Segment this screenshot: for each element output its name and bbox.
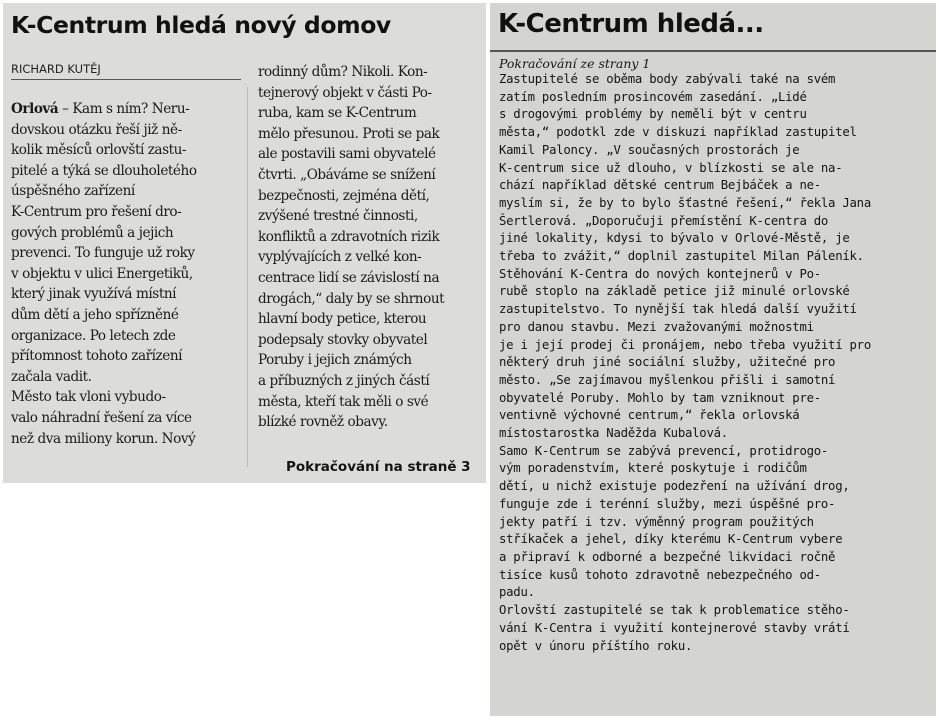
col1-line: prevenci. To funguje už roky	[11, 245, 195, 262]
col1-line: valo náhradní řešení za více	[11, 409, 192, 426]
body-line: jekty patří i tzv. výměnný program použitých	[499, 514, 814, 529]
col1-line: dovskou otázku řeší již ně-	[11, 121, 182, 138]
col2-line: podepsaly stovky obyvatel	[258, 331, 428, 348]
col1-line: začala vadit.	[11, 368, 92, 385]
col2-line: ruba, kam se K-Centrum	[258, 105, 417, 122]
right-headline: K-Centrum hledá...	[498, 9, 764, 39]
body-line: funguje zde i terénní služby, mezi úspěšné pro-	[499, 496, 836, 511]
col2-line: rodinný dům? Nikoli. Kon-	[258, 64, 428, 80]
col1-line: gových problémů a jejich	[11, 224, 174, 241]
body-line: s drogovými problémy by neměli být v centru	[499, 107, 807, 122]
dateline-place: Orlová	[11, 101, 59, 117]
col2-line: centrace lidí se závislostí na	[258, 269, 440, 286]
body-line: některý druh jiné sociální služby, užitečné pro	[499, 355, 836, 370]
body-line: pro danou stavbu. Mezi zvažovanými možnostmi	[499, 319, 814, 334]
body-line: opět v únoru příštího roku.	[499, 638, 693, 653]
continuation-note: Pokračování na straně 3	[286, 459, 471, 475]
body-line: obyvatelé Poruby. Mohlo by tam vzniknout pre-	[499, 390, 821, 405]
col1-line: organizace. Po letech zde	[11, 327, 176, 344]
col1-line: v objektu v ulici Energetiků,	[11, 265, 193, 282]
col2-line: blízké rovněž obavy.	[258, 414, 388, 431]
col1-line: přítomnost tohoto zařízení	[11, 348, 183, 365]
body-line: zastupitelstvo. To nynější tak hledá další využití	[499, 302, 857, 317]
col2-line: města, kteří tak měli o své	[258, 393, 429, 410]
body-line: rubě stoplo na základě petice již minulé orlovské	[499, 284, 850, 299]
col2-line: a příbuzných z jiných částí	[258, 372, 430, 389]
left-article-clipping	[3, 3, 486, 483]
byline: RICHARD KUTĚJ	[11, 62, 241, 80]
left-column-1	[11, 99, 197, 449]
col2-line: mělo přesunou. Proti se pak	[258, 125, 440, 142]
left-headline: K-Centrum hledá nový domov	[11, 11, 391, 39]
right-article-body	[499, 71, 871, 655]
col2-line: hlavní body petice, kterou	[258, 311, 427, 328]
col2-line: zvýšené trestné činnosti,	[258, 208, 418, 225]
col1-line: než dva miliony korun. Nový	[11, 430, 196, 447]
col1-line: Město tak vloni vybudo-	[11, 389, 166, 406]
col2-line: bezpečnosti, zejména dětí,	[258, 187, 430, 204]
body-line: město. „Se zajímavou myšlenkou přišli i samotní	[499, 372, 836, 387]
column-divider	[247, 87, 248, 467]
col2-line: ale postavili sami obyvatelé	[258, 146, 436, 163]
col1-line: kolik měsíců orlovští zastu-	[11, 142, 187, 159]
right-article-clipping	[490, 3, 936, 716]
col1-line: pitelé a týká se dlouholetého	[11, 162, 197, 179]
body-line: Šertlerová. „Doporučuji přemístění K-centra do	[499, 213, 829, 228]
body-line: Orlovští zastupitelé se tak k problematice stěho-	[499, 603, 850, 618]
col1-line: dům dětí a jeho spřízněné	[11, 306, 179, 323]
body-line: jiné lokality, kdysi to bývalo v Orlové-Městě, je	[499, 231, 850, 246]
body-line: chází například dětské centrum Bejbáček a ne-	[499, 178, 821, 193]
body-line: dětí, u nichž existuje podezření na užívání drog,	[499, 479, 850, 494]
body-line: tisíce kusů tohoto zdravotně nebezpečného od-	[499, 567, 821, 582]
col2-line: Poruby i jejich známých	[258, 352, 412, 369]
body-line: Samo K-Centrum se zabývá prevencí, protidrogo-	[499, 443, 829, 458]
body-line: padu.	[499, 585, 535, 600]
left-column-2	[258, 62, 444, 433]
col2-line: čtvrti. „Obáváme se snížení	[258, 166, 436, 183]
headline-rule	[490, 50, 936, 52]
body-line: města,“ podotkl zde v diskuzi například zastupitel	[499, 125, 857, 140]
body-line: je i její prodej či pronájem, nebo třeba využití pro	[499, 337, 871, 352]
body-line: Zastupitelé se oběma body zabývali také na svém	[499, 72, 836, 86]
body-line: Stěhování K-Centra do nových kontejnerů v Po-	[499, 266, 821, 281]
body-line: vým poradenstvím, které poskytuje i rodičům	[499, 461, 807, 476]
col2-line: konfliktů a zdravotních rizik	[258, 228, 440, 245]
body-line: zatím posledním prosincovém zasedání. „Lidé	[499, 89, 807, 104]
col2-line: vyplývajících z velké kon-	[258, 249, 422, 266]
body-line: ventivně výchovné centrum,“ řekla orlovská	[499, 408, 800, 423]
body-line: vání K-Centra i využití kontejnerové stavby vrátí	[499, 620, 850, 635]
continued-from-note: Pokračování ze strany 1	[499, 56, 651, 71]
body-line: a připraví k odborné a bezpečné likvidaci ročně	[499, 549, 836, 564]
col2-line: tejnerový objekt v části Po-	[258, 84, 432, 101]
col1-line: který jinak využívá místní	[11, 286, 177, 303]
body-line: třeba to zvážit,“ doplnil zastupitel Milan Páleník.	[499, 249, 864, 264]
col1-line: úspěšného zařízení	[11, 183, 135, 200]
body-line: místostarostka Naděžda Kubalová.	[499, 426, 728, 441]
col2-line: drogách,“ daly by se shrnout	[258, 290, 445, 307]
body-line: K-centrum sice už dlouho, v blízkosti se ale na-	[499, 160, 843, 175]
col1-line: Orlová – Kam s ním? Neru-	[11, 101, 190, 117]
col1-line: K-Centrum pro řešení dro-	[11, 203, 182, 220]
body-line: stříkaček a jehel, díky kterému K-Centrum vybere	[499, 532, 843, 547]
body-line: myslím si, že by to bylo šťastné řešení,“ řekla Jana	[499, 195, 871, 210]
body-line: Kamil Paloncy. „V současných prostorách je	[499, 142, 800, 157]
